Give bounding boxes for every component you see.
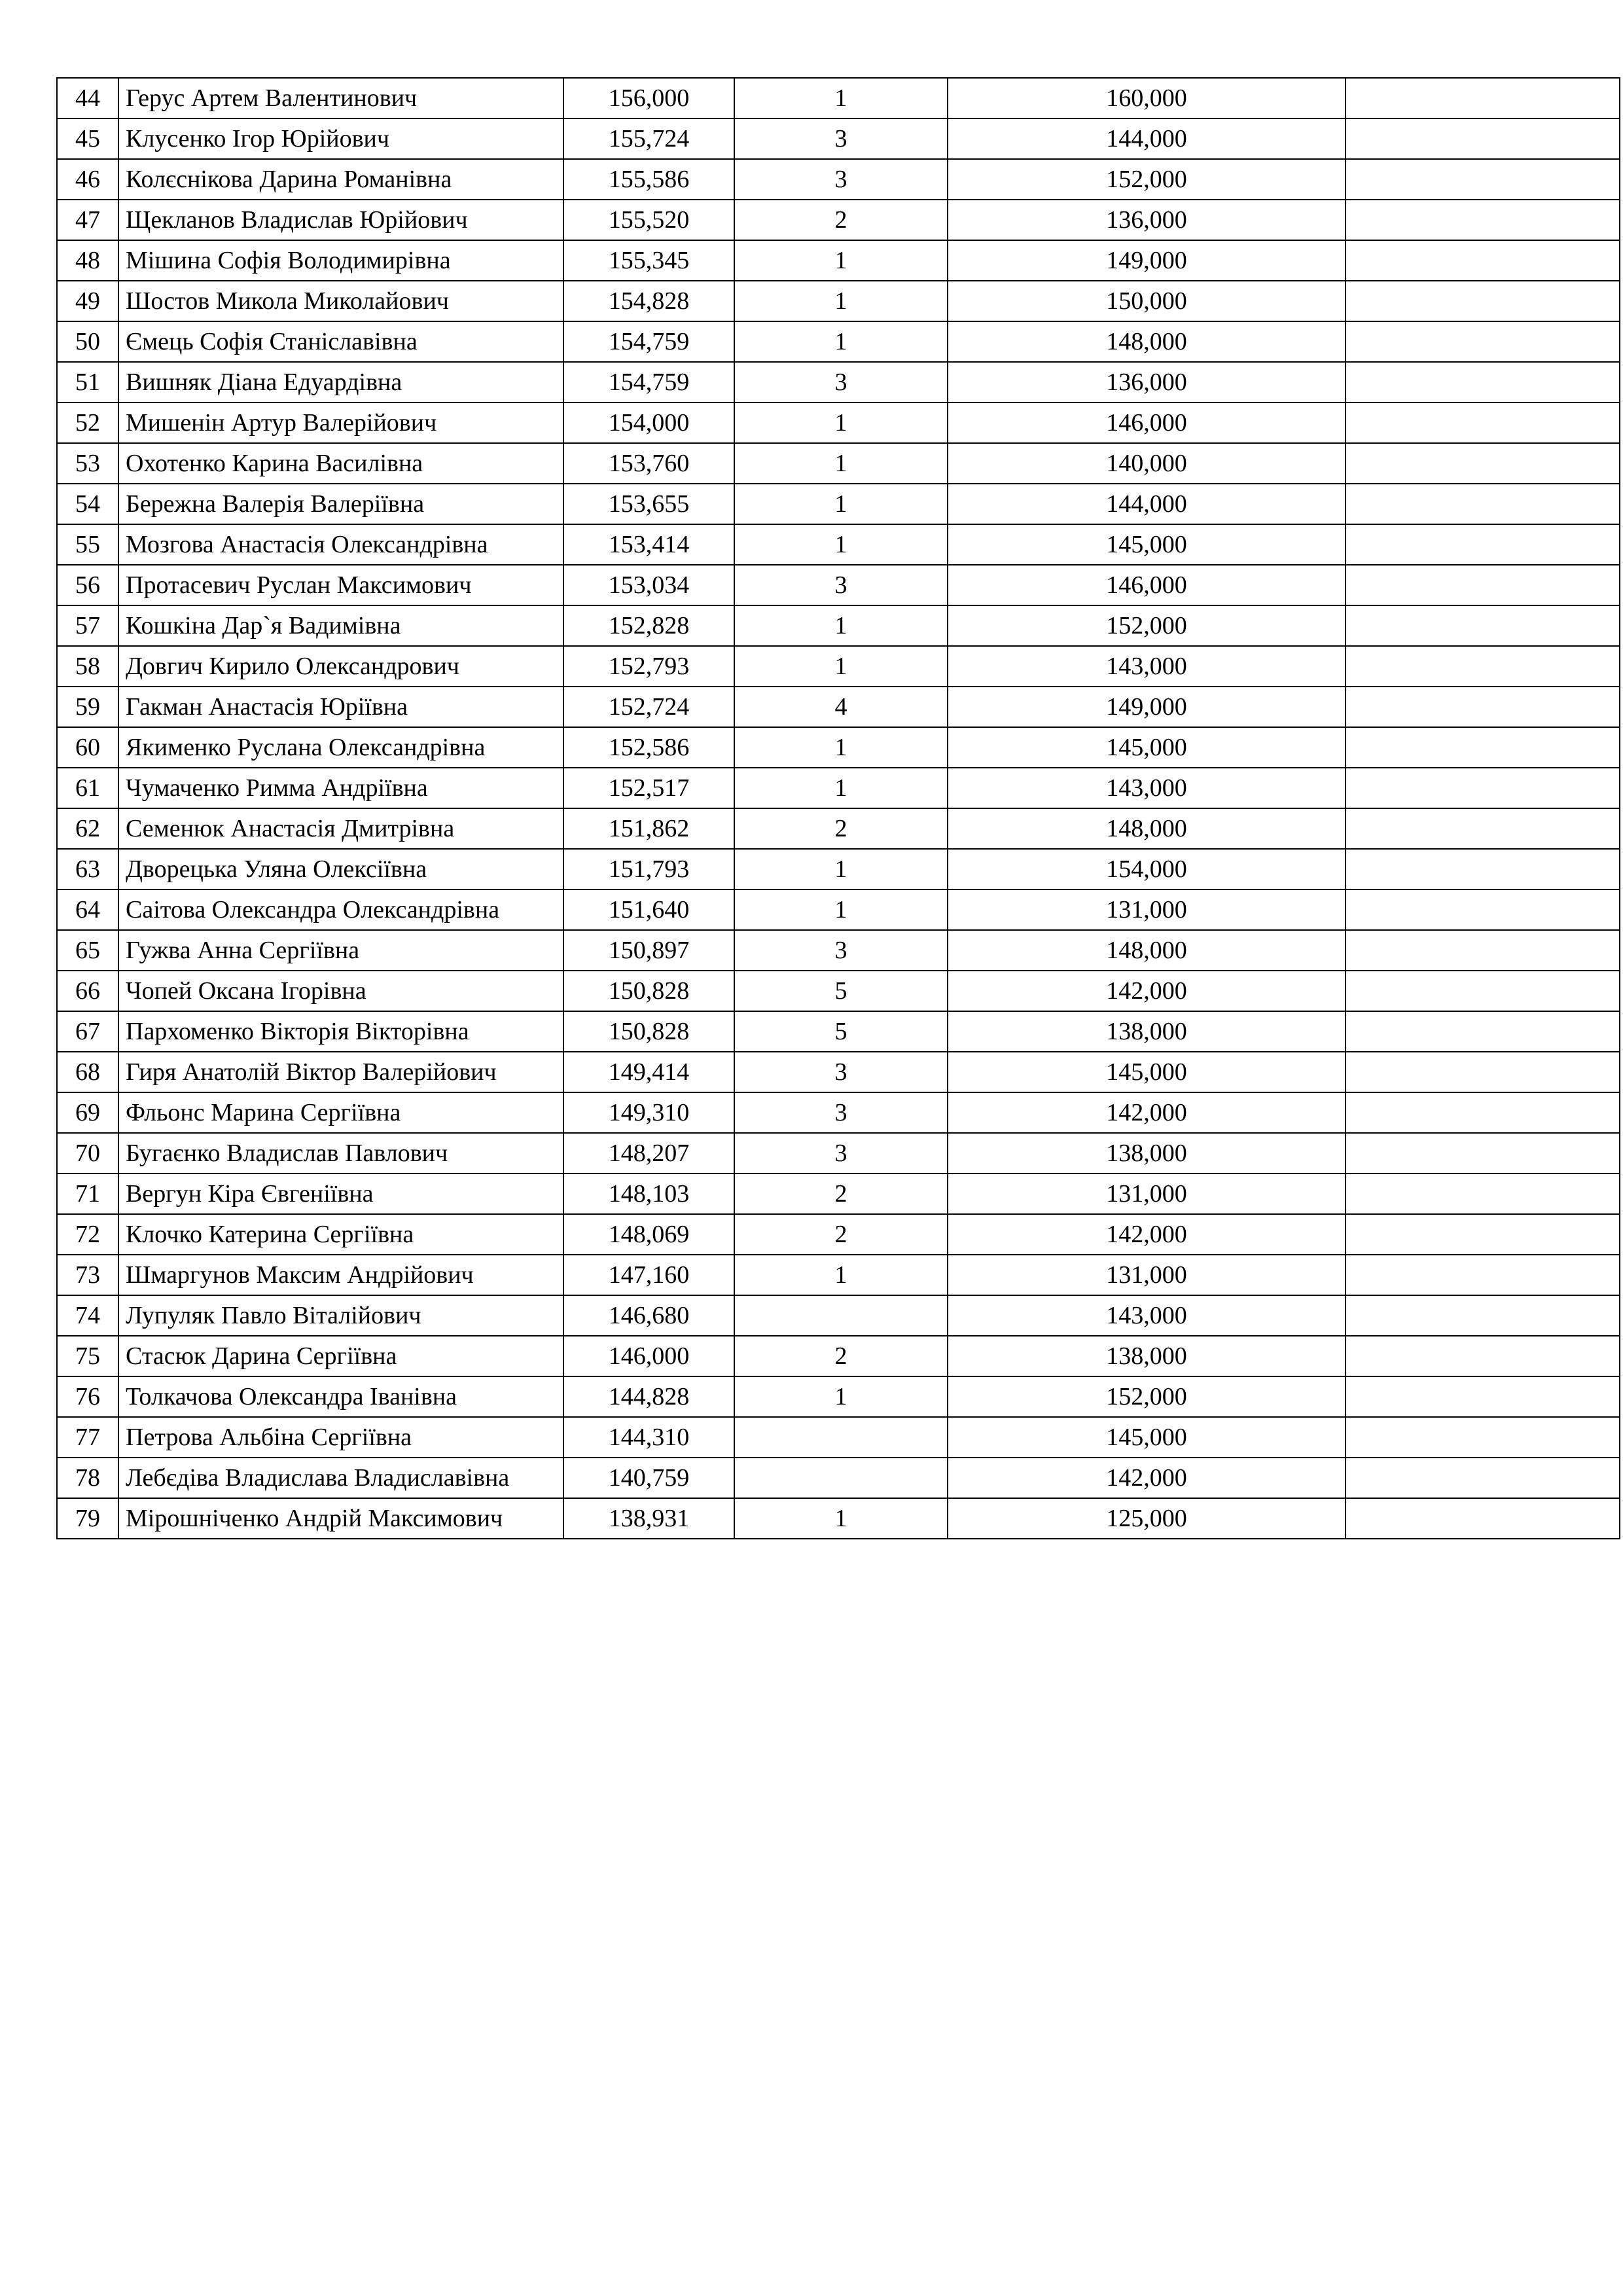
priority-cell: 1 [734,281,948,321]
note-cell [1346,971,1620,1011]
table-row [57,808,1620,849]
secondary-score-cell: 136,000 [948,200,1346,240]
score-cell: 155,586 [563,159,734,200]
row-number-cell: 66 [57,971,118,1011]
score-cell: 140,759 [563,1458,734,1498]
full-name-cell: Петрова Альбіна Сергіївна [118,1417,563,1458]
full-name-cell: Клочко Катерина Сергіївна [118,1214,563,1255]
score-cell: 150,897 [563,930,734,971]
full-name-cell: Вишняк Діана Едуардівна [118,362,563,403]
priority-cell: 2 [734,1174,948,1214]
priority-cell: 3 [734,1092,948,1133]
priority-cell: 1 [734,1255,948,1295]
secondary-score-cell: 136,000 [948,362,1346,403]
score-cell: 152,793 [563,646,734,687]
row-number-cell: 61 [57,768,118,808]
full-name-cell: Гужва Анна Сергіївна [118,930,563,971]
secondary-score-cell: 148,000 [948,808,1346,849]
full-name-cell: Мірошніченко Андрій Максимович [118,1498,563,1539]
priority-cell: 1 [734,403,948,443]
table-row [57,321,1620,362]
full-name-cell: Лебєдіва Владислава Владиславівна [118,1458,563,1498]
note-cell [1346,687,1620,727]
score-cell: 149,414 [563,1052,734,1092]
table-row [57,565,1620,605]
note-cell [1346,849,1620,889]
priority-cell: 5 [734,1011,948,1052]
row-number-cell: 59 [57,687,118,727]
table-row [57,240,1620,281]
score-cell: 153,414 [563,524,734,565]
score-cell: 153,034 [563,565,734,605]
full-name-cell: Шмаргунов Максим Андрійович [118,1255,563,1295]
score-cell: 155,345 [563,240,734,281]
table-row [57,1174,1620,1214]
full-name-cell: Лупуляк Павло Віталійович [118,1295,563,1336]
note-cell [1346,1498,1620,1539]
full-name-cell: Шостов Микола Миколайович [118,281,563,321]
score-cell: 153,760 [563,443,734,484]
results-table-body [57,78,1620,1539]
row-number-cell: 71 [57,1174,118,1214]
priority-cell: 1 [734,1498,948,1539]
secondary-score-cell: 125,000 [948,1498,1346,1539]
secondary-score-cell: 140,000 [948,443,1346,484]
priority-cell: 1 [734,646,948,687]
secondary-score-cell: 145,000 [948,727,1346,768]
full-name-cell: Якименко Руслана Олександрівна [118,727,563,768]
full-name-cell: Фльонс Марина Сергіївна [118,1092,563,1133]
full-name-cell: Семенюк Анастасія Дмитрівна [118,808,563,849]
priority-cell: 2 [734,808,948,849]
priority-cell [734,1417,948,1458]
priority-cell: 2 [734,1214,948,1255]
score-cell: 151,862 [563,808,734,849]
secondary-score-cell: 143,000 [948,768,1346,808]
score-cell: 146,000 [563,1336,734,1376]
table-row [57,1376,1620,1417]
priority-cell [734,1458,948,1498]
row-number-cell: 51 [57,362,118,403]
full-name-cell: Мішина Софія Володимирівна [118,240,563,281]
score-cell: 148,207 [563,1133,734,1174]
full-name-cell: Ємець Софія Станіславівна [118,321,563,362]
row-number-cell: 64 [57,889,118,930]
priority-cell: 3 [734,565,948,605]
priority-cell: 1 [734,727,948,768]
note-cell [1346,1214,1620,1255]
table-row [57,687,1620,727]
full-name-cell: Колєснікова Дарина Романівна [118,159,563,200]
row-number-cell: 57 [57,605,118,646]
full-name-cell: Герус Артем Валентинович [118,78,563,118]
priority-cell: 2 [734,200,948,240]
full-name-cell: Стасюк Дарина Сергіївна [118,1336,563,1376]
note-cell [1346,808,1620,849]
score-cell: 155,724 [563,118,734,159]
table-row [57,849,1620,889]
table-row [57,1214,1620,1255]
row-number-cell: 68 [57,1052,118,1092]
score-cell: 152,828 [563,605,734,646]
note-cell [1346,484,1620,524]
full-name-cell: Толкачова Олександра Іванівна [118,1376,563,1417]
secondary-score-cell: 138,000 [948,1336,1346,1376]
priority-cell: 3 [734,118,948,159]
table-row [57,1295,1620,1336]
note-cell [1346,362,1620,403]
full-name-cell: Чумаченко Римма Андріївна [118,768,563,808]
note-cell [1346,403,1620,443]
full-name-cell: Клусенко Ігор Юрійович [118,118,563,159]
row-number-cell: 79 [57,1498,118,1539]
score-cell: 151,793 [563,849,734,889]
row-number-cell: 76 [57,1376,118,1417]
full-name-cell: Кошкіна Дар`я Вадимівна [118,605,563,646]
note-cell [1346,524,1620,565]
table-row [57,524,1620,565]
secondary-score-cell: 131,000 [948,889,1346,930]
note-cell [1346,200,1620,240]
table-row [57,443,1620,484]
secondary-score-cell: 142,000 [948,971,1346,1011]
priority-cell: 1 [734,240,948,281]
secondary-score-cell: 144,000 [948,484,1346,524]
secondary-score-cell: 160,000 [948,78,1346,118]
table-row [57,1052,1620,1092]
full-name-cell: Бережна Валерія Валеріївна [118,484,563,524]
row-number-cell: 67 [57,1011,118,1052]
note-cell [1346,727,1620,768]
note-cell [1346,78,1620,118]
row-number-cell: 50 [57,321,118,362]
score-cell: 154,000 [563,403,734,443]
note-cell [1346,889,1620,930]
row-number-cell: 46 [57,159,118,200]
score-cell: 144,828 [563,1376,734,1417]
score-cell: 148,069 [563,1214,734,1255]
results-table [56,77,1620,1539]
priority-cell: 5 [734,971,948,1011]
row-number-cell: 62 [57,808,118,849]
row-number-cell: 77 [57,1417,118,1458]
row-number-cell: 65 [57,930,118,971]
priority-cell: 1 [734,1376,948,1417]
table-row [57,1133,1620,1174]
row-number-cell: 63 [57,849,118,889]
note-cell [1346,646,1620,687]
row-number-cell: 60 [57,727,118,768]
row-number-cell: 56 [57,565,118,605]
table-row [57,1417,1620,1458]
table-row [57,1336,1620,1376]
secondary-score-cell: 152,000 [948,159,1346,200]
table-row [57,484,1620,524]
priority-cell: 1 [734,443,948,484]
secondary-score-cell: 131,000 [948,1255,1346,1295]
secondary-score-cell: 148,000 [948,321,1346,362]
note-cell [1346,565,1620,605]
table-row [57,200,1620,240]
note-cell [1346,1174,1620,1214]
table-row [57,1092,1620,1133]
score-cell: 156,000 [563,78,734,118]
priority-cell: 4 [734,687,948,727]
note-cell [1346,930,1620,971]
priority-cell: 1 [734,484,948,524]
secondary-score-cell: 152,000 [948,1376,1346,1417]
score-cell: 148,103 [563,1174,734,1214]
note-cell [1346,1417,1620,1458]
secondary-score-cell: 149,000 [948,240,1346,281]
table-row [57,605,1620,646]
score-cell: 150,828 [563,971,734,1011]
row-number-cell: 72 [57,1214,118,1255]
priority-cell: 1 [734,321,948,362]
priority-cell: 1 [734,524,948,565]
score-cell: 152,586 [563,727,734,768]
row-number-cell: 69 [57,1092,118,1133]
note-cell [1346,1458,1620,1498]
note-cell [1346,1133,1620,1174]
table-row [57,1011,1620,1052]
secondary-score-cell: 138,000 [948,1011,1346,1052]
full-name-cell: Щекланов Владислав Юрійович [118,200,563,240]
row-number-cell: 53 [57,443,118,484]
score-cell: 150,828 [563,1011,734,1052]
secondary-score-cell: 149,000 [948,687,1346,727]
note-cell [1346,281,1620,321]
priority-cell: 1 [734,768,948,808]
secondary-score-cell: 131,000 [948,1174,1346,1214]
score-cell: 152,724 [563,687,734,727]
table-row [57,403,1620,443]
row-number-cell: 45 [57,118,118,159]
full-name-cell: Довгич Кирило Олександрович [118,646,563,687]
score-cell: 154,759 [563,321,734,362]
table-row [57,362,1620,403]
full-name-cell: Дворецька Уляна Олексіївна [118,849,563,889]
full-name-cell: Саітова Олександра Олександрівна [118,889,563,930]
secondary-score-cell: 146,000 [948,403,1346,443]
score-cell: 149,310 [563,1092,734,1133]
full-name-cell: Гиря Анатолій Віктор Валерійович [118,1052,563,1092]
note-cell [1346,1255,1620,1295]
note-cell [1346,443,1620,484]
secondary-score-cell: 154,000 [948,849,1346,889]
row-number-cell: 47 [57,200,118,240]
note-cell [1346,605,1620,646]
score-cell: 146,680 [563,1295,734,1336]
row-number-cell: 78 [57,1458,118,1498]
priority-cell: 1 [734,849,948,889]
note-cell [1346,768,1620,808]
note-cell [1346,1376,1620,1417]
score-cell: 151,640 [563,889,734,930]
row-number-cell: 52 [57,403,118,443]
priority-cell: 3 [734,362,948,403]
secondary-score-cell: 142,000 [948,1214,1346,1255]
priority-cell: 3 [734,1133,948,1174]
score-cell: 147,160 [563,1255,734,1295]
note-cell [1346,1336,1620,1376]
secondary-score-cell: 148,000 [948,930,1346,971]
note-cell [1346,1052,1620,1092]
table-row [57,971,1620,1011]
secondary-score-cell: 144,000 [948,118,1346,159]
table-row [57,159,1620,200]
priority-cell: 1 [734,889,948,930]
priority-cell: 3 [734,159,948,200]
secondary-score-cell: 145,000 [948,1052,1346,1092]
full-name-cell: Бугаєнко Владислав Павлович [118,1133,563,1174]
table-row [57,889,1620,930]
full-name-cell: Вергун Кіра Євгеніївна [118,1174,563,1214]
table-row [57,1255,1620,1295]
note-cell [1346,118,1620,159]
score-cell: 154,828 [563,281,734,321]
note-cell [1346,321,1620,362]
full-name-cell: Мозгова Анастасія Олександрівна [118,524,563,565]
secondary-score-cell: 145,000 [948,1417,1346,1458]
score-cell: 153,655 [563,484,734,524]
table-row [57,1498,1620,1539]
secondary-score-cell: 152,000 [948,605,1346,646]
table-row [57,727,1620,768]
table-row [57,1458,1620,1498]
full-name-cell: Гакман Анастасія Юріївна [118,687,563,727]
secondary-score-cell: 143,000 [948,1295,1346,1336]
secondary-score-cell: 142,000 [948,1092,1346,1133]
priority-cell: 3 [734,930,948,971]
row-number-cell: 73 [57,1255,118,1295]
table-row [57,118,1620,159]
row-number-cell: 74 [57,1295,118,1336]
row-number-cell: 58 [57,646,118,687]
row-number-cell: 70 [57,1133,118,1174]
secondary-score-cell: 142,000 [948,1458,1346,1498]
full-name-cell: Охотенко Карина Василівна [118,443,563,484]
priority-cell: 2 [734,1336,948,1376]
row-number-cell: 54 [57,484,118,524]
secondary-score-cell: 150,000 [948,281,1346,321]
note-cell [1346,1092,1620,1133]
score-cell: 138,931 [563,1498,734,1539]
note-cell [1346,159,1620,200]
note-cell [1346,1295,1620,1336]
table-row [57,768,1620,808]
score-cell: 154,759 [563,362,734,403]
row-number-cell: 55 [57,524,118,565]
row-number-cell: 75 [57,1336,118,1376]
row-number-cell: 48 [57,240,118,281]
full-name-cell: Чопей Оксана Ігорівна [118,971,563,1011]
score-cell: 152,517 [563,768,734,808]
score-cell: 144,310 [563,1417,734,1458]
note-cell [1346,1011,1620,1052]
priority-cell: 1 [734,78,948,118]
note-cell [1346,240,1620,281]
priority-cell: 3 [734,1052,948,1092]
full-name-cell: Пархоменко Вікторія Вікторівна [118,1011,563,1052]
secondary-score-cell: 145,000 [948,524,1346,565]
score-cell: 155,520 [563,200,734,240]
secondary-score-cell: 146,000 [948,565,1346,605]
row-number-cell: 49 [57,281,118,321]
table-row [57,930,1620,971]
priority-cell [734,1295,948,1336]
full-name-cell: Протасевич Руслан Максимович [118,565,563,605]
row-number-cell: 44 [57,78,118,118]
priority-cell: 1 [734,605,948,646]
secondary-score-cell: 138,000 [948,1133,1346,1174]
table-row [57,281,1620,321]
full-name-cell: Мишенін Артур Валерійович [118,403,563,443]
table-row [57,646,1620,687]
table-row [57,78,1620,118]
secondary-score-cell: 143,000 [948,646,1346,687]
